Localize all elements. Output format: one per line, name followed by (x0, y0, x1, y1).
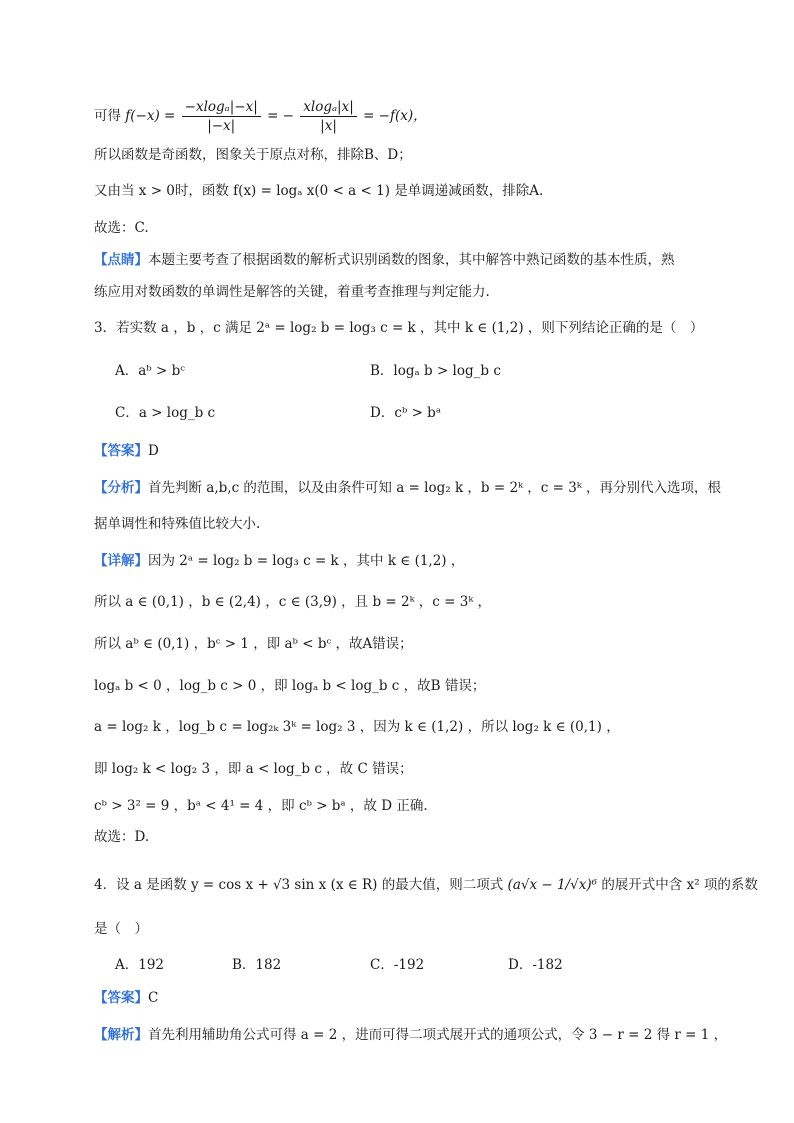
text-prefix: 可得 (94, 108, 121, 124)
answer-text: C (148, 990, 159, 1006)
section-tag-answer: 【答案】 (94, 990, 148, 1006)
explanation-line (94, 1025, 727, 1045)
solution-line-derivation (94, 98, 427, 135)
answer-line (94, 441, 159, 461)
fraction-2-numerator: xlogₐ|x| (300, 98, 356, 117)
detail-line: logₐ b < 0 ，log_b c > 0 ，即 logₐ b < log_b c ，故B 错误； (94, 678, 486, 694)
detail-text: 因为 2ᵃ = log₂ b = log₃ c = k ，其中 k ∈ (1,2) ， (148, 553, 465, 569)
comment-text: 本题主要考查了根据函数的解析式识别函数的图象，其中解答中熟记函数的基本性质，熟 (148, 252, 675, 268)
analysis-line: 据单调性和特殊值比较大小. (94, 516, 261, 532)
solution-line: 故选：C. (94, 220, 149, 236)
section-tag-answer: 【答案】 (94, 443, 148, 459)
q4-option-d: D．-182 (508, 957, 563, 973)
fraction-2-denominator: |x| (320, 118, 337, 134)
question-4-stem (94, 875, 758, 895)
detail-line: cᵇ > 3² = 9 ，bᵃ < 4¹ = 4 ，即 cᵇ > bᵃ ，故 D 正确. (94, 798, 428, 814)
q4-stem-part-1: 4．设 a 是函数 y = cos x + √3 sin x (x ∈ R) 的最大值，则二项式 (94, 877, 504, 893)
q3-option-a: A．aᵇ > bᶜ (115, 363, 185, 379)
q4-binomial-expression: (a√x − 1/√x)⁶ (507, 877, 598, 893)
detail-line: 所以 a ∈ (0,1) ，b ∈ (2,4) ，c ∈ (3,9) ，且 b = 2ᵏ ，c = 3ᵏ ， (94, 594, 492, 610)
answer-line (94, 988, 158, 1008)
comment-line (94, 250, 675, 270)
detail-line (94, 551, 464, 571)
question-3-stem: 3．若实数 a ，b ，c 满足 2ᵃ = log₂ b = log₃ c = k ，其中 k ∈ (1,2) ，则下列结论正确的是（ ） (94, 320, 704, 336)
section-tag-analysis: 【分析】 (94, 480, 148, 496)
fraction-1-denominator: |−x| (207, 118, 236, 134)
fraction-1-numerator: −xlogₐ|−x| (182, 98, 261, 117)
q4-option-b: B．182 (232, 957, 282, 973)
q3-option-d: D．cᵇ > bᵃ (370, 405, 442, 421)
section-tag-dianjing: 【点睛】 (94, 252, 148, 268)
solution-line: 所以函数是奇函数，图象关于原点对称，排除B、D； (94, 147, 412, 163)
analysis-line (94, 478, 721, 498)
math-lhs: f(−x) = (125, 108, 176, 124)
math-mid: = − (267, 108, 294, 124)
q4-option-a: A．192 (115, 957, 165, 973)
q4-option-c: C．-192 (370, 957, 425, 973)
q3-option-c: C．a > log_b c (115, 405, 216, 421)
solution-line: 又由当 x > 0时，函数 f(x) = logₐ x(0 < a < 1) 是单调递减函数，排除A. (94, 183, 544, 199)
explanation-text: 首先利用辅助角公式可得 a = 2 ，进而可得二项式展开式的通项公式，令 3 − r = 2 得 r = 1 ， (148, 1027, 728, 1043)
detail-line: 故选：D. (94, 829, 150, 845)
math-end: = −f(x)， (363, 108, 427, 124)
answer-text: D (148, 443, 159, 459)
detail-line: a = log₂ k ，log_b c = log₂ₖ 3ᵏ = log₂ 3 ，因为 k ∈ (1,2) ，所以 log₂ k ∈ (0,1) ， (94, 719, 620, 735)
detail-line: 所以 aᵇ ∈ (0,1) ，bᶜ > 1 ，即 aᵇ < bᶜ ，故A错误； (94, 636, 413, 652)
q4-stem-part-2: 的展开式中含 x² 项的系数 (601, 877, 758, 893)
q3-option-b: B．logₐ b > log_b c (370, 363, 501, 379)
fraction-2 (300, 98, 356, 135)
question-4-stem-cont: 是（ ） (94, 921, 148, 937)
section-tag-detail: 【详解】 (94, 553, 148, 569)
section-tag-explanation: 【解析】 (94, 1027, 148, 1043)
comment-line: 练应用对数函数的单调性是解答的关键，着重考查推理与判定能力. (94, 284, 490, 300)
analysis-text: 首先判断 a,b,c 的范围，以及由条件可知 a = log₂ k ，b = 2ᵏ ，c = 3ᵏ ，再分别代入选项，根 (148, 480, 722, 496)
fraction-1 (182, 98, 261, 135)
detail-line: 即 log₂ k < log₂ 3 ，即 a < log_b c ，故 C 错误； (94, 761, 413, 777)
